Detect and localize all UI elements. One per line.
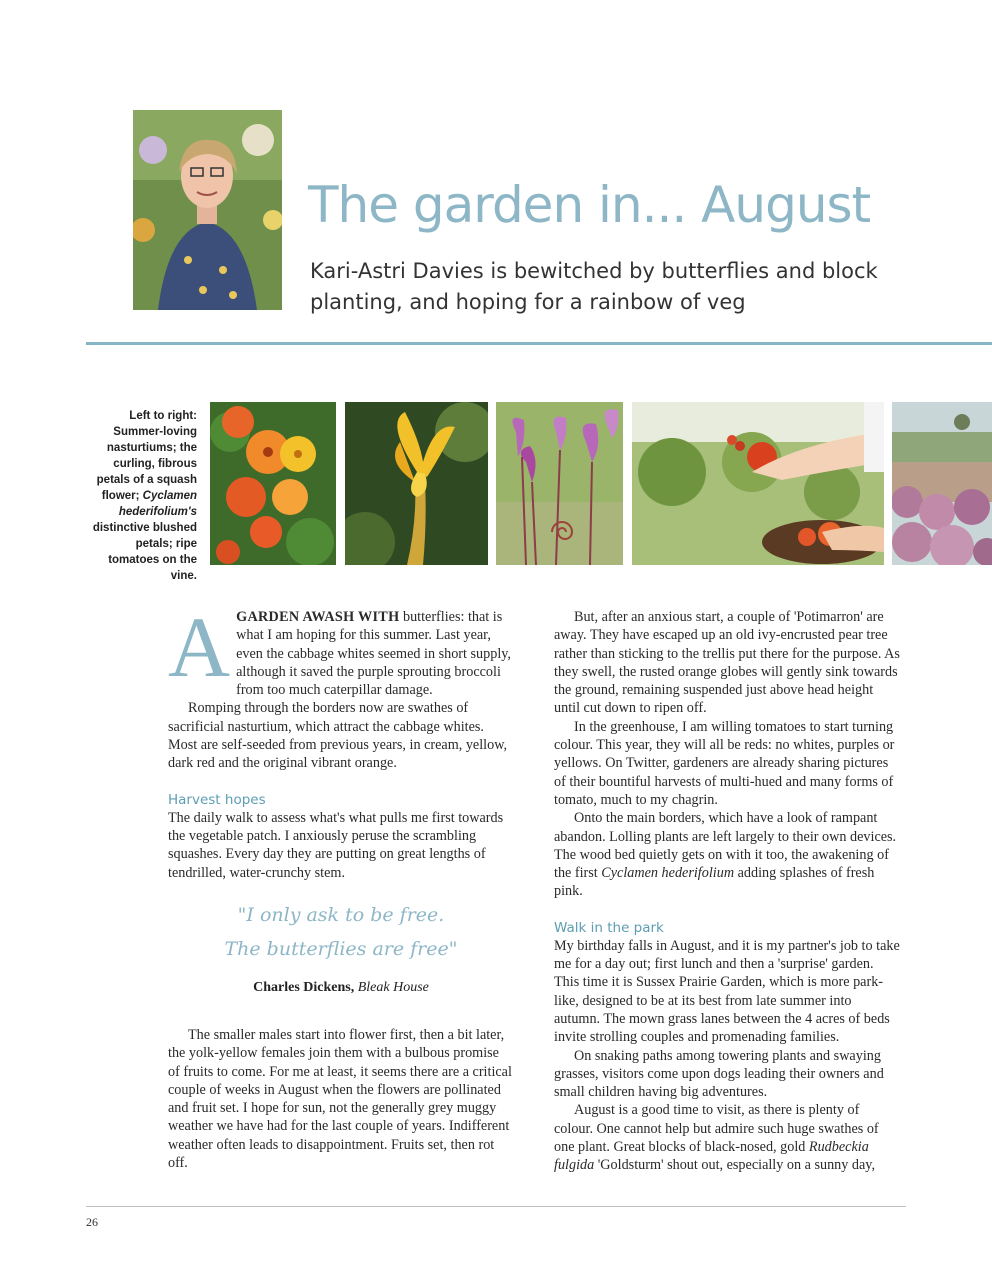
pull-quote	[168, 898, 514, 996]
quote-line-2: The butterflies are free"	[224, 938, 458, 960]
subhead-harvest-hopes: Harvest hopes	[168, 791, 266, 808]
paragraph-8: My birthday falls in August, and it is my partner's job to take me for a day out; first lunch and then a 'surprise' garden. This time it is Sussex Prairie Garden, which is more park-like, designed to be at its best from late summer into autumn. The mown grass lanes between the 4 acres of beds invite strolling couples and promenading families.	[554, 937, 900, 1046]
header-divider	[86, 342, 992, 345]
photo-cyclamen	[496, 402, 623, 565]
paragraph-10: August is a good time to visit, as there is plenty of colour. One cannot help but admire such huge swathes of one plant. Great blocks of black-nosed, gold Rudbeckia fulgida 'Goldsturm' shout out, especially on a sunny day,	[554, 1102, 879, 1174]
photo-tomatoes	[632, 402, 884, 565]
footer-divider	[86, 1206, 906, 1207]
caption-lead: Left to right: Summer-loving nasturtiums; the curling, fibrous petals of a squash flower;	[96, 410, 197, 502]
photo-caption	[82, 408, 197, 584]
photo-nasturtiums	[210, 402, 336, 565]
paragraph-1: AGARDEN AWASH WITH butterflies: that is what I am hoping for this summer. Last year, even the cabbage whites seemed in short supply, although it saved the purple sprouting broccoli from too much caterpillar damage.	[168, 599, 511, 699]
caption-tail: distinctive blushed petals; ripe tomatoes on the vine.	[92, 522, 197, 582]
quote-line-1: "I only ask to be free.	[237, 904, 445, 926]
page-number: 26	[86, 1215, 98, 1229]
caption-italic: Cyclamen hederifolium's	[118, 490, 197, 518]
paragraph-9: On snaking paths among towering plants and swaying grasses, visitors come upon dogs leading their owners and small children having big adventures.	[554, 1047, 884, 1101]
article-column-left-lower	[168, 1026, 514, 1172]
drop-cap: A	[168, 599, 231, 695]
photo-squash-flower	[345, 402, 488, 565]
paragraph-5: But, after an anxious start, a couple of 'Potimarron' are away. They have escaped up an old ivy-encrusted pear tree rather than sticking to the trellis put there for the purpose. As they swell, the rusted orange globes will gently sink towards the ground, remaining suspended just above head height until cut down to ripen off.	[554, 609, 900, 717]
article-column-left	[168, 599, 514, 882]
lead-in: GARDEN AWASH WITH	[236, 609, 400, 625]
subhead-walk-in-the-park: Walk in the park	[554, 919, 664, 936]
paragraph-6: In the greenhouse, I am willing tomatoes to start turning colour. This year, they will all be reds: no whites, purples or yellows. On Twitter, gardeners are already sharing pictures of their bountiful harvests of multi-hued and many forms of tomato, much to my chagrin.	[554, 718, 895, 808]
quote-attribution: Charles Dickens, Bleak House	[253, 980, 429, 995]
photo-sedum-border	[892, 402, 992, 565]
standfirst: Kari-Astri Davies is bewitched by butterflies and block planting, and hoping for a rainbow of veg	[310, 259, 878, 314]
paragraph-7: Onto the main borders, which have a look of rampant abandon. Lolling plants are left largely to their own devices. The wood bed quietly gets on with it too, the awakening of the first Cyclamen hederifolium adding splashes of fresh pink.	[554, 810, 897, 900]
paragraph-2: Romping through the borders now are swathes of sacrificial nasturtium, which attract the cabbage whites. Most are self-seeded from previous years, in cream, yellow, dark red and the original vibrant orange.	[168, 700, 508, 772]
article-column-right	[554, 608, 900, 1175]
paragraph-3: The daily walk to assess what's what pulls me first towards the vegetable patch. I anxiously peruse the scrambling squashes. Every day they are putting on great lengths of tendrilled, water-crunchy stem.	[168, 809, 504, 881]
page-title: The garden in... August	[308, 176, 871, 234]
author-portrait	[133, 110, 282, 310]
paragraph-4: The smaller males start into flower first, then a bit later, the yolk-yellow females join them with a bulbous promise of fruits to come. For me at least, it seems there are a critical couple of weeks in August when the flowers are pollinated and fruit set. I hope for sun, not the generally grey muggy weather we have had for the last couple of years. Indifferent weather often leads to disappointment. Fruits set, then rot off.	[168, 1027, 512, 1172]
